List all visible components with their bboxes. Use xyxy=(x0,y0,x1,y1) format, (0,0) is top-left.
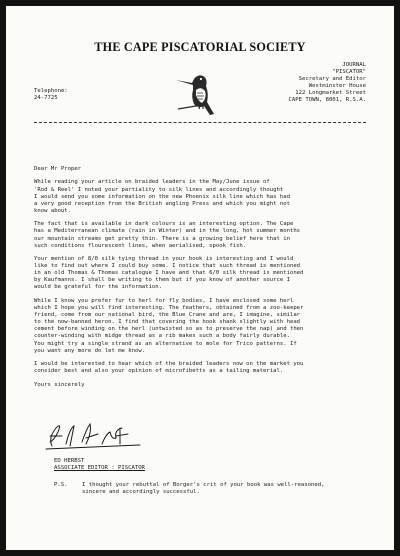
journal-name: "PISCATOR" xyxy=(332,69,366,76)
society-name: THE CAPE PISCATORIAL SOCIETY xyxy=(94,40,306,54)
paragraph: While reading your article on braided leaders in the May/June issue of 'Rod & Reel' I noted your partiality to silk lines and accordingly thought I would send you some information on the new Phoenix silk line which has had a very good reception from the British angling Press and which you might not know about. xyxy=(34,179,290,214)
telephone-number: 24-7725 xyxy=(34,95,58,102)
signature-image xyxy=(36,418,146,454)
address-line: 122 Longmarket Street xyxy=(295,90,366,97)
postscript xyxy=(54,482,366,496)
kingfisher-logo-icon xyxy=(174,64,218,118)
letterhead-divider xyxy=(34,122,366,123)
letter-body xyxy=(34,166,366,395)
telephone-block xyxy=(34,88,68,102)
salutation: Dear Mr Proper xyxy=(34,166,82,172)
ps-label: P.S. xyxy=(54,482,68,488)
closing: Yours sincerely xyxy=(34,381,85,388)
address-line: Secretary and Editor xyxy=(298,76,366,83)
address-line: CAPE TOWN, 8001, R.S.A. xyxy=(288,97,366,104)
signer-name: ED HERBST xyxy=(54,458,85,464)
letter-page xyxy=(6,6,394,550)
paragraph: I would be interested to hear which of the braided leaders now on the market you consider best and also your opinion of microfibetts as a tailing material. xyxy=(34,361,304,375)
signer-block xyxy=(54,458,145,472)
address-block xyxy=(289,62,366,105)
address-line: Westminster House xyxy=(308,83,366,90)
ps-text: I thought your rebuttal of Borger's crit of your book was well-reasoned, sincere and accordingly successful. xyxy=(82,482,325,496)
paragraph: While I know you prefer fur to herl for fly bodies, I have enclosed some herl which I hope you will find interesting. The feathers, obtained from a zoo-keeper friend, come from our national bird, the Blue Crane and are, I imagine, similar to the now-banned heron. I find that covering the hook shank slightly with head cement before winding on the herl (untwisted so as to preserve the nap) and then counter-winding with midge thread as a rib makes such a body fairly durable. You might try a single strand as an alternative to mole for Trico patterns. If you want any more do let me know. xyxy=(34,297,304,354)
journal-label: JOURNAL xyxy=(342,62,366,68)
signer-title: ASSOCIATE EDITOR : PISCATOR xyxy=(54,465,145,472)
paragraph: The fact that is available in dark colours is an interesting option. The Cape has a Mediterranean climate (rain in Winter) and in the long, hot summer months our mountain streams get pretty thin. There is a growing belief here that in such conditions flourescent lines, when aerialised, spook fish. xyxy=(34,221,301,249)
paragraph: Your mention of 8/0 silk tying thread in your book is interesting and I would like to find out where I could buy some. I notice that such thread is mentioned in an old Thomas & Thomas catalogue I have and that 6/0 silk thread is mentioned by Kaufmanns. I shall be writing to them but if you know of another source I would be grateful for the information. xyxy=(34,256,304,291)
telephone-label: Telephone: xyxy=(34,88,68,94)
